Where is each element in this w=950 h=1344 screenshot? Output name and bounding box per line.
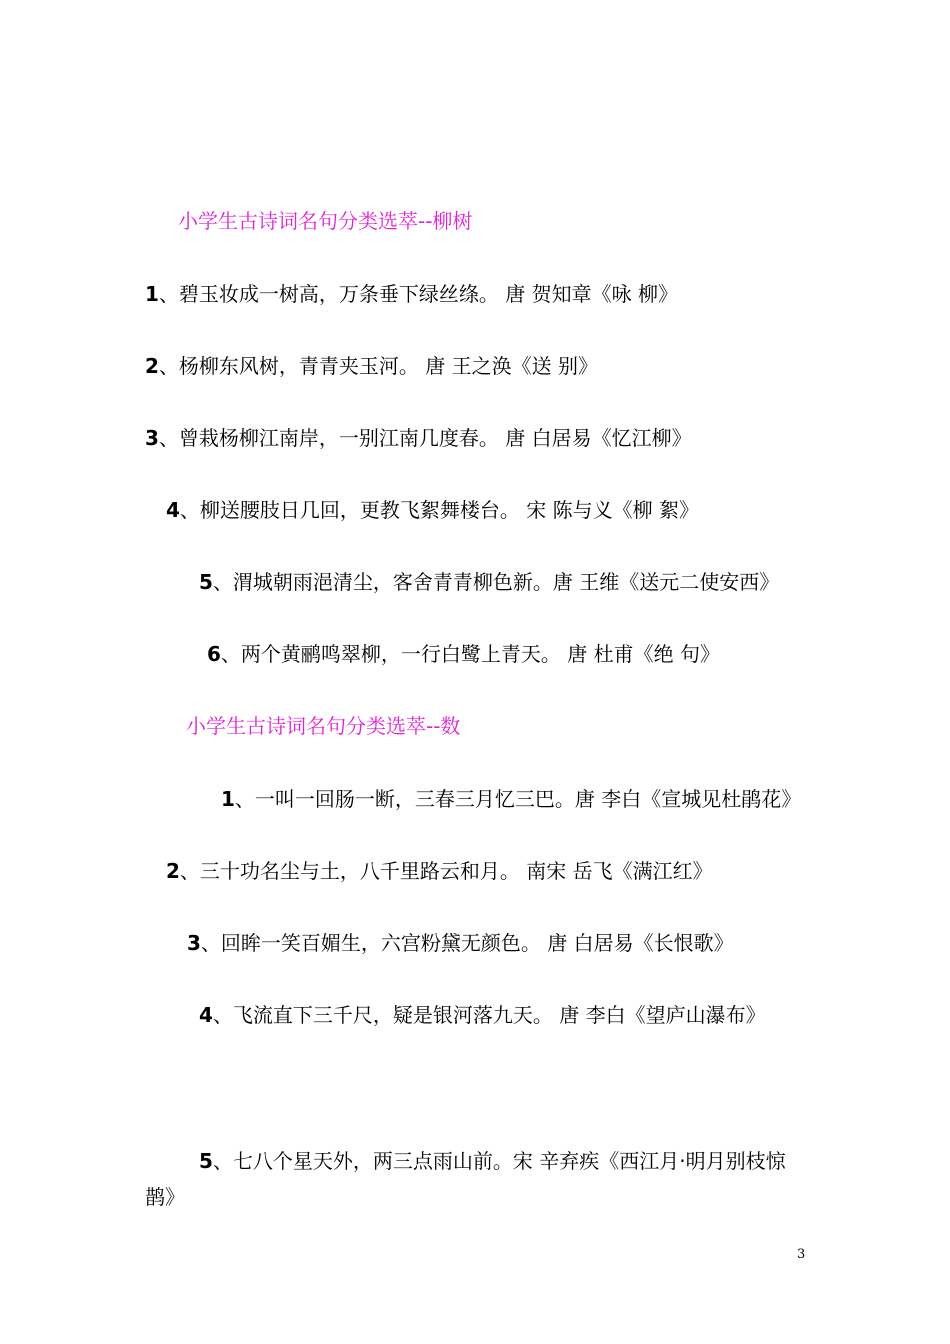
list-item	[187, 931, 734, 955]
item-number: 5	[199, 570, 213, 594]
section-heading-numbers: 小学生古诗词名句分类选萃--数	[186, 714, 461, 738]
item-number: 2	[145, 354, 159, 378]
list-item	[166, 859, 713, 883]
page-number: 3	[797, 1247, 806, 1262]
item-number: 4	[199, 1003, 213, 1027]
item-number: 1	[145, 282, 159, 306]
list-item	[145, 354, 598, 378]
item-text: 、碧玉妆成一树高，万条垂下绿丝绦。 唐 贺知章《咏 柳》	[158, 282, 678, 306]
item-text: 、柳送腰肢日几回，更教飞絮舞楼台。 宋 陈与义《柳 絮》	[179, 498, 699, 522]
item-number: 3	[187, 931, 201, 955]
list-item	[145, 426, 692, 450]
item-text: 、渭城朝雨浥清尘，客舍青青柳色新。唐 王维《送元二使安西》	[212, 570, 780, 594]
list-item	[166, 498, 699, 522]
item-number: 6	[207, 642, 221, 666]
list-item	[145, 1143, 810, 1215]
list-item	[221, 787, 801, 811]
item-text: 、飞流直下三千尺，疑是银河落九天。 唐 李白《望庐山瀑布》	[212, 1003, 766, 1027]
item-text: 、回眸一笑百媚生，六宫粉黛无颜色。 唐 白居易《长恨歌》	[200, 931, 734, 955]
item-text: 、一叫一回肠一断，三春三月忆三巴。唐 李白《宣城见杜鹃花》	[234, 787, 802, 811]
item-text: 、两个黄鹂鸣翠柳，一行白鹭上青天。 唐 杜甫《绝 句》	[220, 642, 720, 666]
item-number: 1	[221, 787, 235, 811]
item-text: 、三十功名尘与土，八千里路云和月。 南宋 岳飞《满江红》	[179, 859, 713, 883]
list-item	[199, 1003, 766, 1027]
list-item	[199, 570, 779, 594]
item-text: 、七八个星天外，两三点雨山前。宋 辛弃疾《西江月·明月别枝惊鹊》	[145, 1149, 786, 1209]
list-item	[145, 282, 678, 306]
section-heading-willow: 小学生古诗词名句分类选萃--柳树	[178, 209, 473, 233]
item-text: 、曾栽杨柳江南岸，一别江南几度春。 唐 白居易《忆江柳》	[158, 426, 692, 450]
item-number: 2	[166, 859, 180, 883]
item-text: 、杨柳东风树，青青夹玉河。 唐 王之涣《送 别》	[158, 354, 598, 378]
item-number: 4	[166, 498, 180, 522]
item-number: 3	[145, 426, 159, 450]
list-item	[207, 642, 720, 666]
item-number: 5	[199, 1149, 213, 1173]
